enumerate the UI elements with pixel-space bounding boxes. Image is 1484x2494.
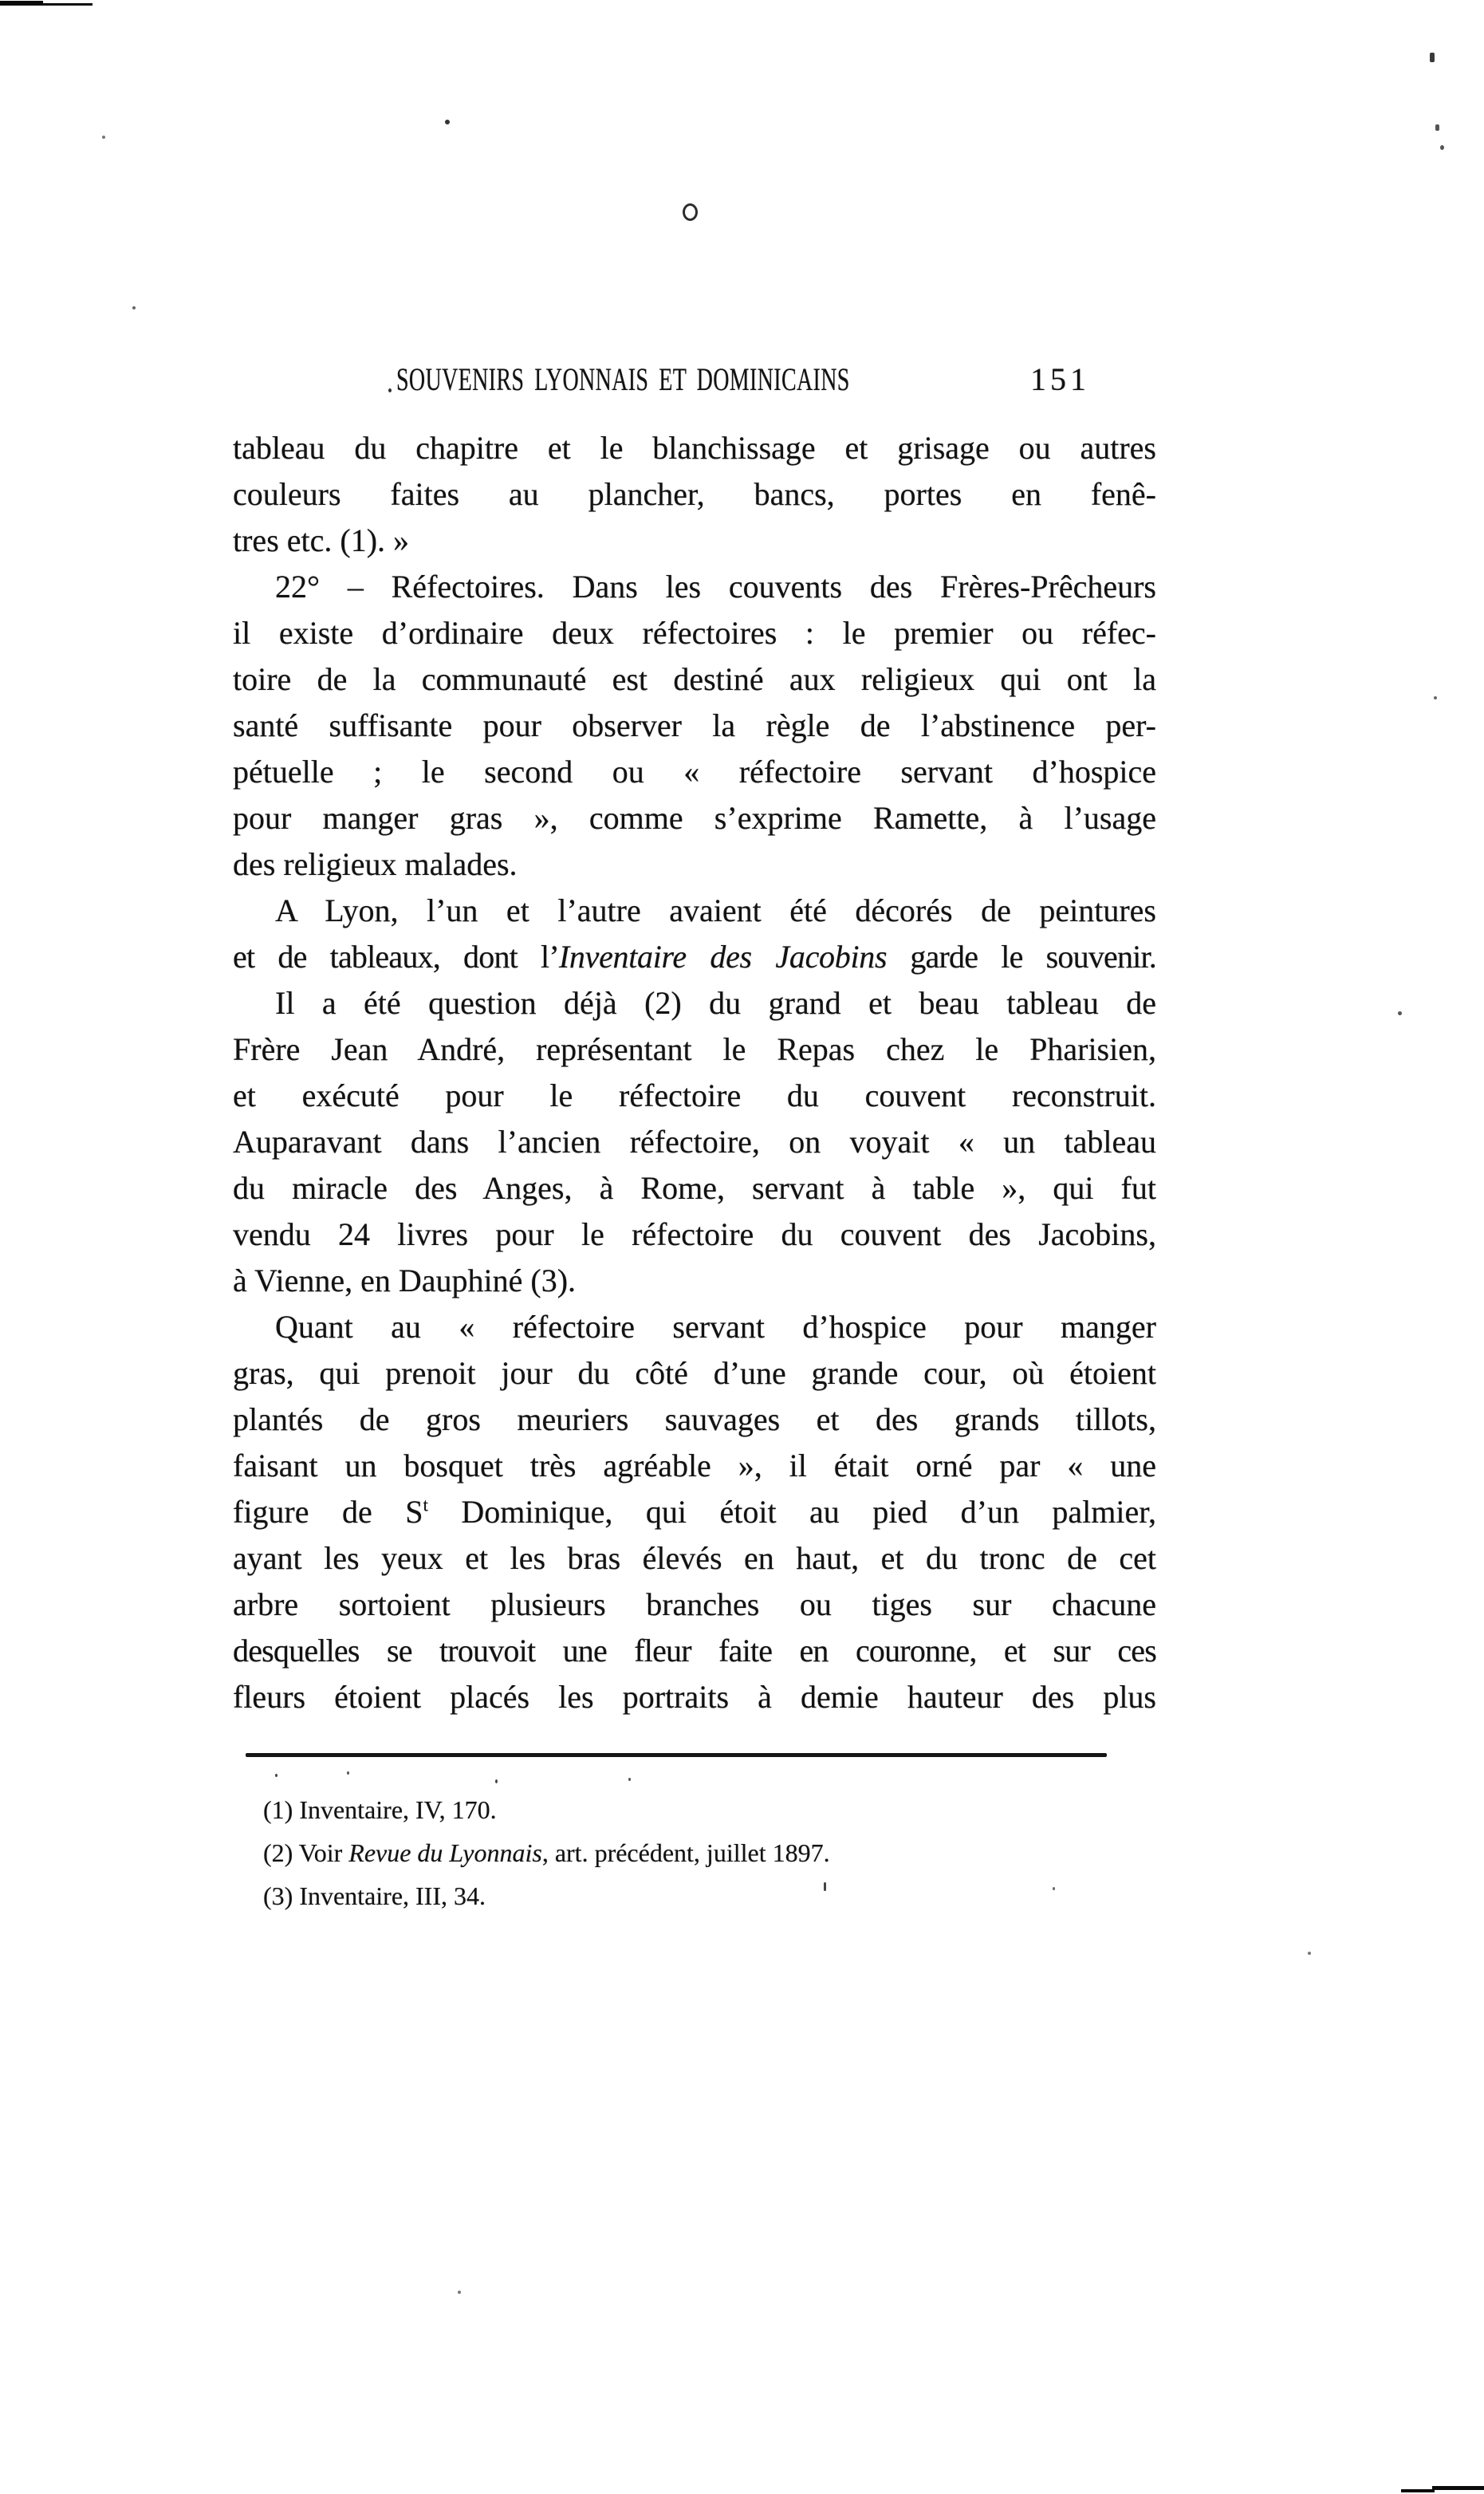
text-line: Auparavant dans l’ancien réfectoire, on voyait « un tableau xyxy=(233,1124,1156,1160)
text-line: desquelles se trouvoit une fleur faite en couronne, et sur ces xyxy=(233,1633,1156,1669)
text-line: Frère Jean André, représentant le Repas chez le Pharisien, xyxy=(233,1031,1156,1067)
text-line: pour manger gras », comme s’exprime Ramette, à l’usage xyxy=(233,800,1156,836)
text-line: Il a été question déjà (2) du grand et beau tableau de xyxy=(275,985,1156,1021)
scan-speck xyxy=(495,1779,498,1783)
header-title: SOUVENIRS LYONNAIS ET DOMINICAINS xyxy=(396,361,850,397)
footnote: (2) Voir Revue du Lyonnais, art. précédent, juillet 1897. xyxy=(263,1838,830,1867)
text-line: et de tableaux, dont l’Inventaire des Jacobins garde le souvenir. xyxy=(233,939,1156,975)
text-line: 22° – Réfectoires. Dans les couvents des Frères-Prêcheurs xyxy=(275,569,1156,605)
text-line: toire de la communauté est destiné aux religieux qui ont la xyxy=(233,661,1156,697)
scan-speck xyxy=(102,136,105,139)
text-line: des religieux malades. xyxy=(233,846,518,882)
page-number: 151 xyxy=(1030,361,1090,397)
footnote-rule xyxy=(246,1753,1107,1757)
text-line: ayant les yeux et les bras élevés en haut, et du tronc de cet xyxy=(233,1540,1156,1576)
scan-artifact-top-left xyxy=(24,3,93,6)
running-header xyxy=(0,361,1484,400)
scan-speck xyxy=(445,120,450,124)
scan-speck xyxy=(1430,53,1435,62)
text-line: fleurs étoient placés les portraits à demie hauteur des plus xyxy=(233,1679,1156,1715)
text-line: santé suffisante pour observer la règle de l’abstinence per- xyxy=(233,707,1156,743)
footnotes xyxy=(263,1788,1156,1917)
scan-speck xyxy=(1398,1011,1402,1015)
text-line: il existe d’ordinaire deux réfectoires : le premier ou réfec- xyxy=(233,615,1156,651)
text-line: pétuelle ; le second ou « réfectoire servant d’hospice xyxy=(233,754,1156,790)
body-text xyxy=(233,425,1156,1720)
text-line: tres etc. (1). » xyxy=(233,522,410,558)
text-line: vendu 24 livres pour le réfectoire du couvent des Jacobins, xyxy=(233,1216,1156,1252)
scan-speck xyxy=(347,1771,349,1775)
text-line: arbre sortoient plusieurs branches ou tiges sur chacune xyxy=(233,1586,1156,1622)
scan-speck xyxy=(458,2291,461,2294)
scan-artifact-bottom-right xyxy=(1432,2486,1484,2490)
scan-speck xyxy=(683,203,698,221)
text-line: figure de $S^t$ Dominique, qui étoit au pied d’un palmier, xyxy=(233,1494,1156,1530)
footnote: (3) Inventaire, III, 34. xyxy=(263,1881,486,1910)
text-line: gras, qui prenoit jour du côté d’une grande cour, où étoient xyxy=(233,1355,1156,1391)
scan-speck xyxy=(132,306,136,309)
text-line: couleurs faites au plancher, bancs, portes en fenê- xyxy=(233,476,1156,512)
text-line: et exécuté pour le réfectoire du couvent reconstruit. xyxy=(233,1078,1156,1113)
scan-artifact-bottom-right xyxy=(1401,2489,1435,2492)
scan-speck xyxy=(628,1778,631,1781)
scan-speck xyxy=(1440,145,1444,150)
text-line: Quant au « réfectoire servant d’hospice pour manger xyxy=(275,1309,1156,1345)
text-line: plantés de gros meuriers sauvages et des grands tillots, xyxy=(233,1401,1156,1437)
scan-speck xyxy=(275,1774,278,1777)
scan-speck xyxy=(1308,1952,1311,1955)
footnote: (1) Inventaire, IV, 170. xyxy=(263,1795,497,1824)
text-line: faisant un bosquet très agréable », il était orné par « une xyxy=(233,1448,1156,1483)
text-line: à Vienne, en Dauphiné (3). xyxy=(233,1263,577,1298)
text-line: tableau du chapitre et le blanchissage et grisage ou autres xyxy=(233,430,1156,466)
scan-speck xyxy=(1435,124,1439,131)
text-line: A Lyon, l’un et l’autre avaient été décorés de peintures xyxy=(275,892,1156,928)
scan-speck xyxy=(1434,696,1437,699)
text-line: du miracle des Anges, à Rome, servant à table », qui fut xyxy=(233,1170,1156,1206)
